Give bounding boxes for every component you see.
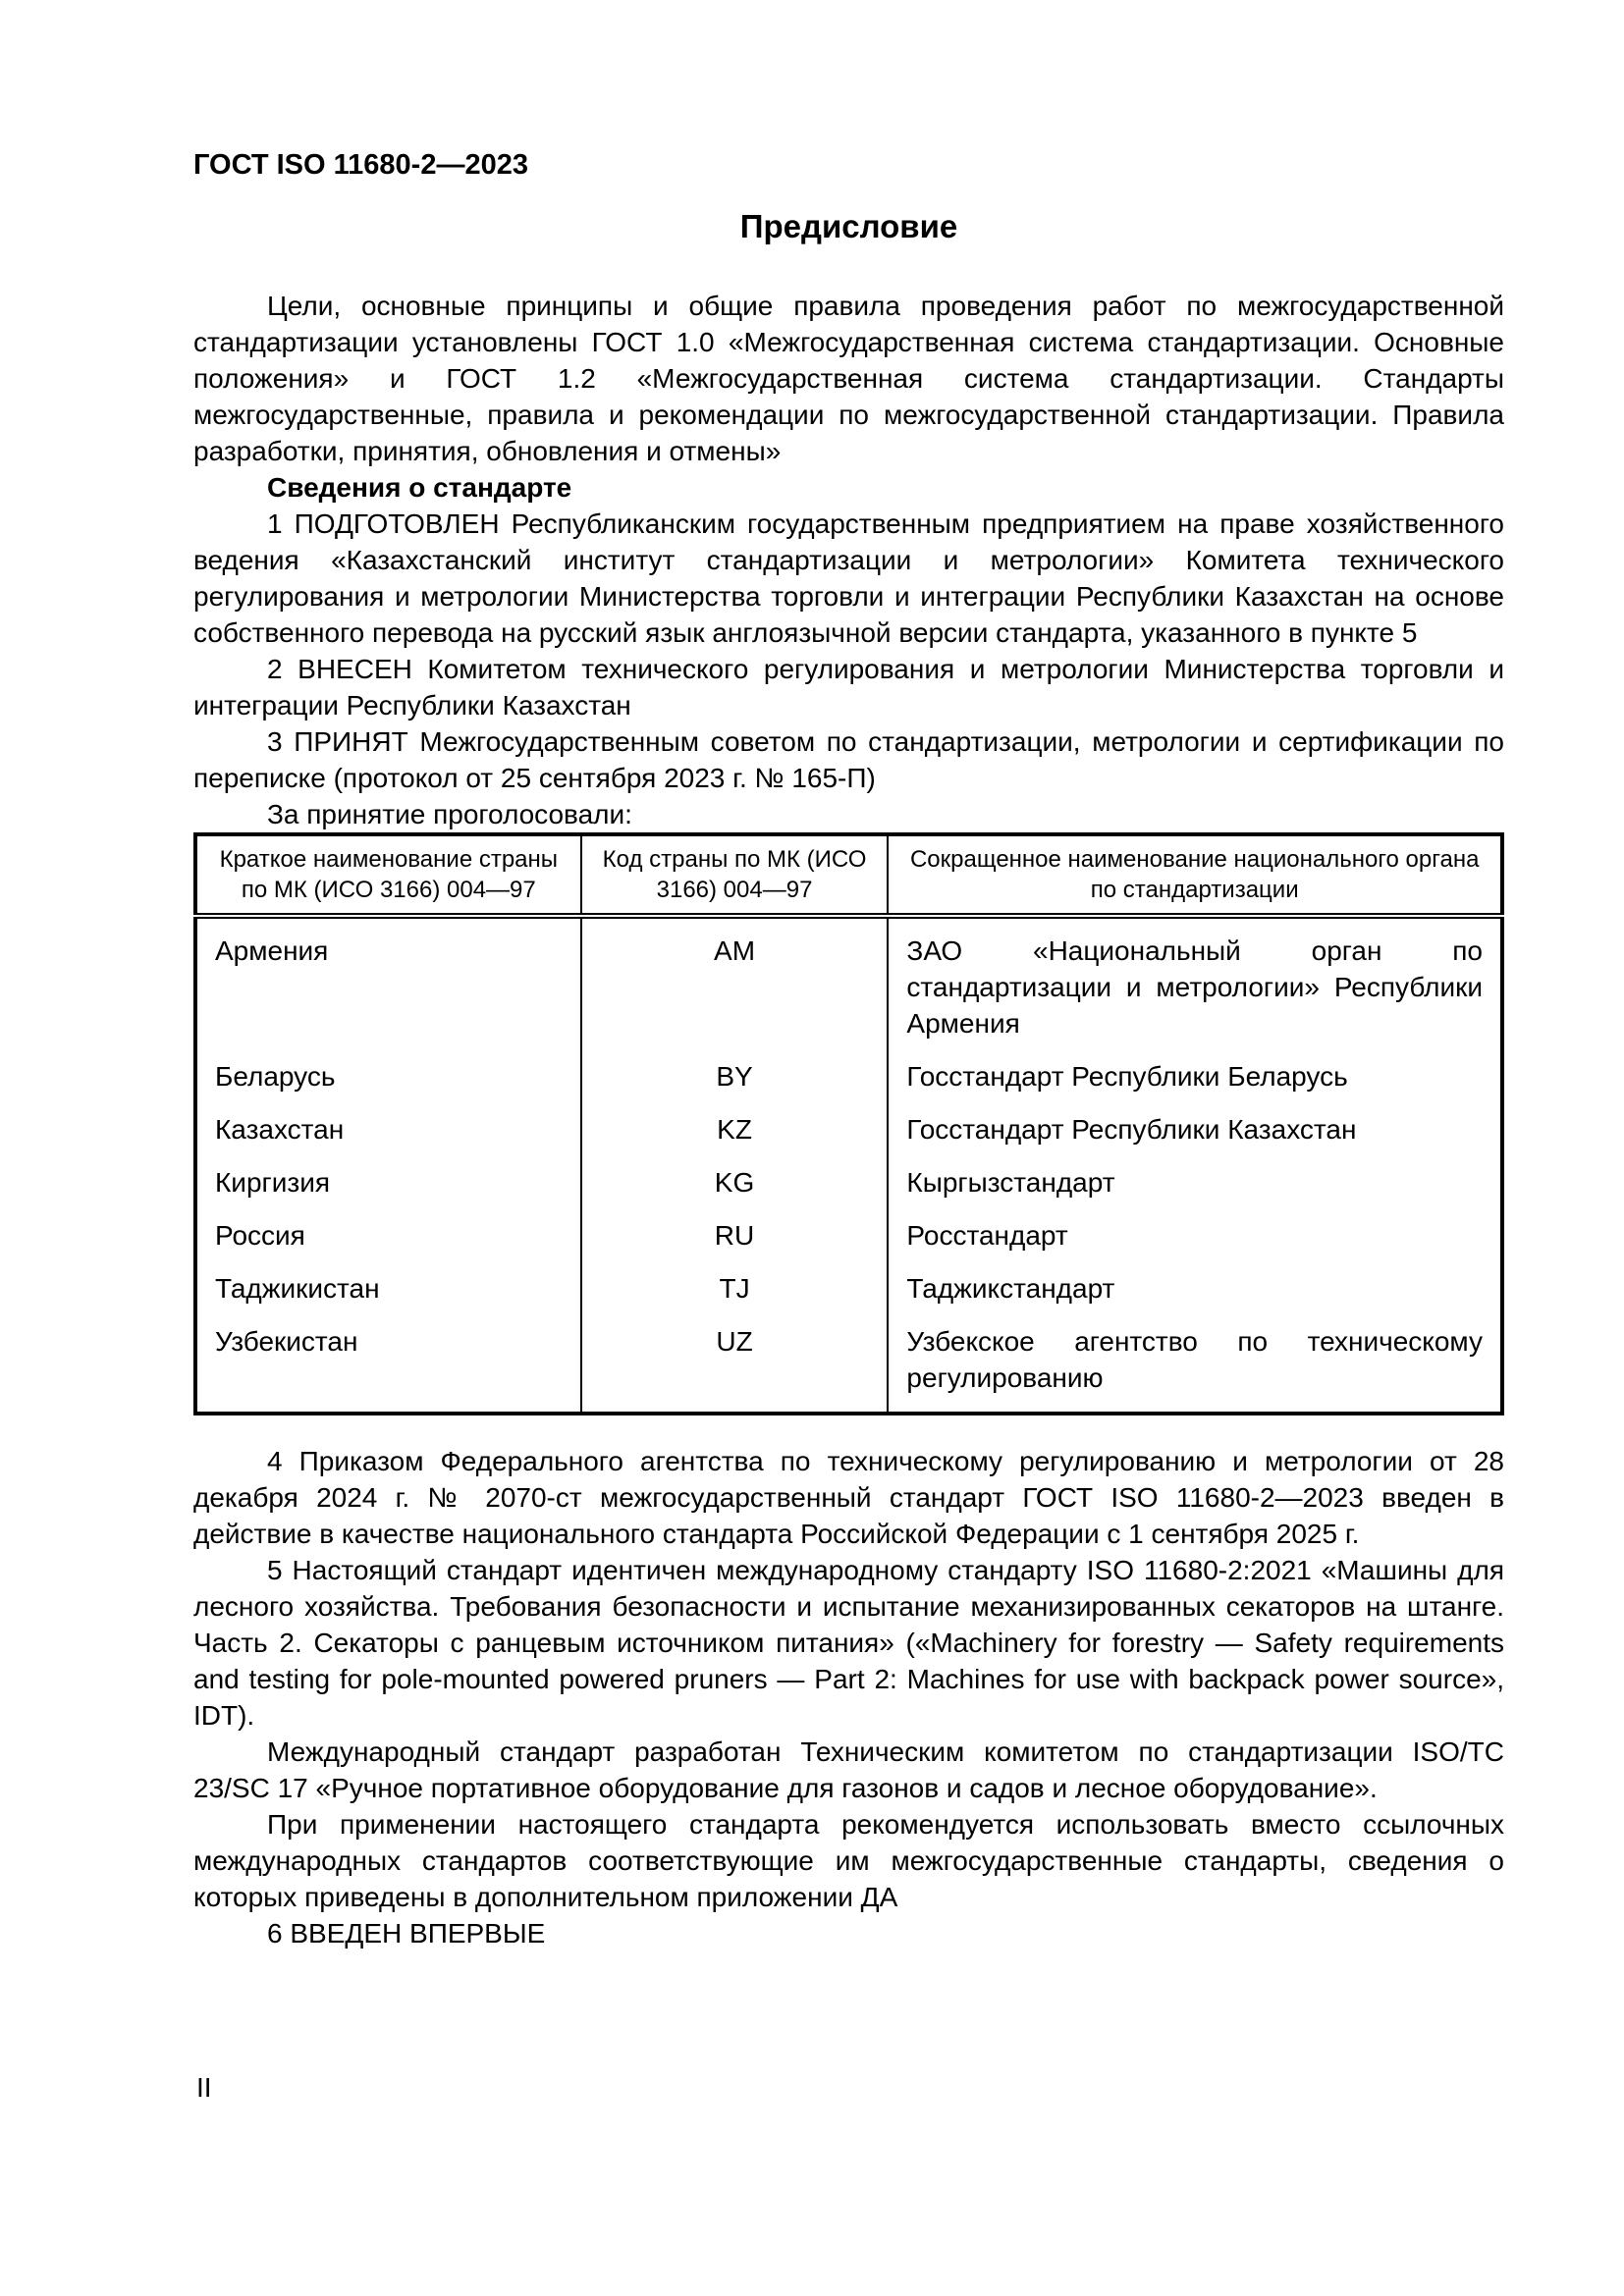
column-header-org: Сокращенное наименование национального органа по стандартизации [888, 834, 1502, 916]
foreword-item-2: 2 ВНЕСЕН Комитетом технического регулирования и метрологии Министерства торговли и интеграции Республики Казахстан [193, 654, 1504, 721]
country-cell: Беларусь [195, 1050, 581, 1103]
table-row [195, 916, 1502, 1050]
foreword-item-1: 1 ПОДГОТОВЛЕН Республиканским государственным предприятием на праве хозяйственного ведения «Казахстанский институт стандартизации и метрологии» Комитета технического регулирования и метрологии Министерства торговли и интеграции Республики Казахстан на основе собственного перевода на русский язык англоязычной версии стандарта, указанного в пункте 5 [193, 508, 1504, 648]
foreword-item-3: 3 ПРИНЯТ Межгосударственным советом по стандартизации, метрологии и сертификации по переписке (протокол от 25 сентября 2023 г. № 165-П) [193, 726, 1504, 793]
org-cell: Узбекское агентство по техническому регулированию [888, 1315, 1502, 1414]
vote-table [193, 832, 1504, 1415]
page-title: Предисловие [739, 208, 958, 244]
country-cell: Россия [195, 1209, 581, 1262]
table-row [195, 1262, 1502, 1315]
table-row [195, 1315, 1502, 1414]
country-cell: Армения [195, 916, 581, 1050]
table-row [195, 1050, 1502, 1103]
code-cell: TJ [581, 1262, 889, 1315]
foreword-item-6: 6 ВВЕДЕН ВПЕРВЫЕ [267, 1918, 546, 1949]
country-cell: Киргизия [195, 1156, 581, 1209]
country-cell: Узбекистан [195, 1315, 581, 1414]
code-cell: BY [581, 1050, 889, 1103]
column-header-code: Код страны по МК (ИСО 3166) 004—97 [581, 834, 889, 916]
table-row [195, 1103, 1502, 1156]
country-cell: Казахстан [195, 1103, 581, 1156]
standard-code-header: ГОСТ ISO 11680-2—2023 [193, 149, 528, 181]
org-cell: Госстандарт Республики Казахстан [888, 1103, 1502, 1156]
org-cell: Таджикстандарт [888, 1262, 1502, 1315]
code-cell: AM [581, 916, 889, 1050]
org-cell: Росстандарт [888, 1209, 1502, 1262]
foreword-item-5-note: При применении настоящего стандарта рекомендуется использовать вместо ссылочных международных стандартов соответствующие им межгосударственные стандарты, сведения о которых приведены в дополнительном приложении ДА [193, 1809, 1504, 1912]
code-cell: UZ [581, 1315, 889, 1414]
code-cell: RU [581, 1209, 889, 1262]
foreword-item-4: 4 Приказом Федерального агентства по техническому регулированию и метрологии от 28 декабря 2024 г. № 2070-ст межгосударственный стандарт ГОСТ ISO 11680-2—2023 введен в действие в качестве национального стандарта Российской Федерации с 1 сентября 2025 г. [193, 1446, 1504, 1549]
org-cell: ЗАО «Национальный орган по стандартизации и метрологии» Республики Армения [888, 916, 1502, 1050]
foreword-intro-paragraph: Цели, основные принципы и общие правила проведения работ по межгосударственной стандартизации установлены ГОСТ 1.0 «Межгосударственная система стандартизации. Основные положения» и ГОСТ 1.2 «Межгосударственная система стандартизации. Стандарты межгосударственные, правила и рекомендации по межгосударственной стандартизации. Правила разработки, принятия, обновления и отмены» [193, 291, 1504, 466]
vote-table-caption: За принятие проголосовали: [267, 799, 632, 829]
vote-table-header-row [195, 834, 1502, 916]
code-cell: KG [581, 1156, 889, 1209]
org-cell: Кыргызстандарт [888, 1156, 1502, 1209]
foreword-item-5-developer: Международный стандарт разработан Техническим комитетом по стандартизации ISO/TC 23/SC 17 «Ручное портативное оборудование для газонов и садов и лесное оборудование». [193, 1736, 1504, 1803]
foreword-item-5-intro: 5 Настоящий стандарт идентичен международному стандарту ISO 11680-2:2021 «Машины для лесного хозяйства. Требования безопасности и испытание механизированных секаторов на штанге. Часть 2. Секаторы с ранцевым источником питания» («Machinery for forestry — Safety requirements and testing for pole-mounted powered pruners — Part 2: Machines for use with backpack power source», IDT). [193, 1555, 1504, 1731]
column-header-country: Краткое наименование страны по МК (ИСО 3166) 004—97 [195, 834, 581, 916]
country-cell: Таджикистан [195, 1262, 581, 1315]
table-row [195, 1156, 1502, 1209]
code-cell: KZ [581, 1103, 889, 1156]
standard-info-heading: Сведения о стандарте [267, 472, 572, 503]
page-number: II [196, 2072, 212, 2103]
org-cell: Госстандарт Республики Беларусь [888, 1050, 1502, 1103]
table-row [195, 1209, 1502, 1262]
